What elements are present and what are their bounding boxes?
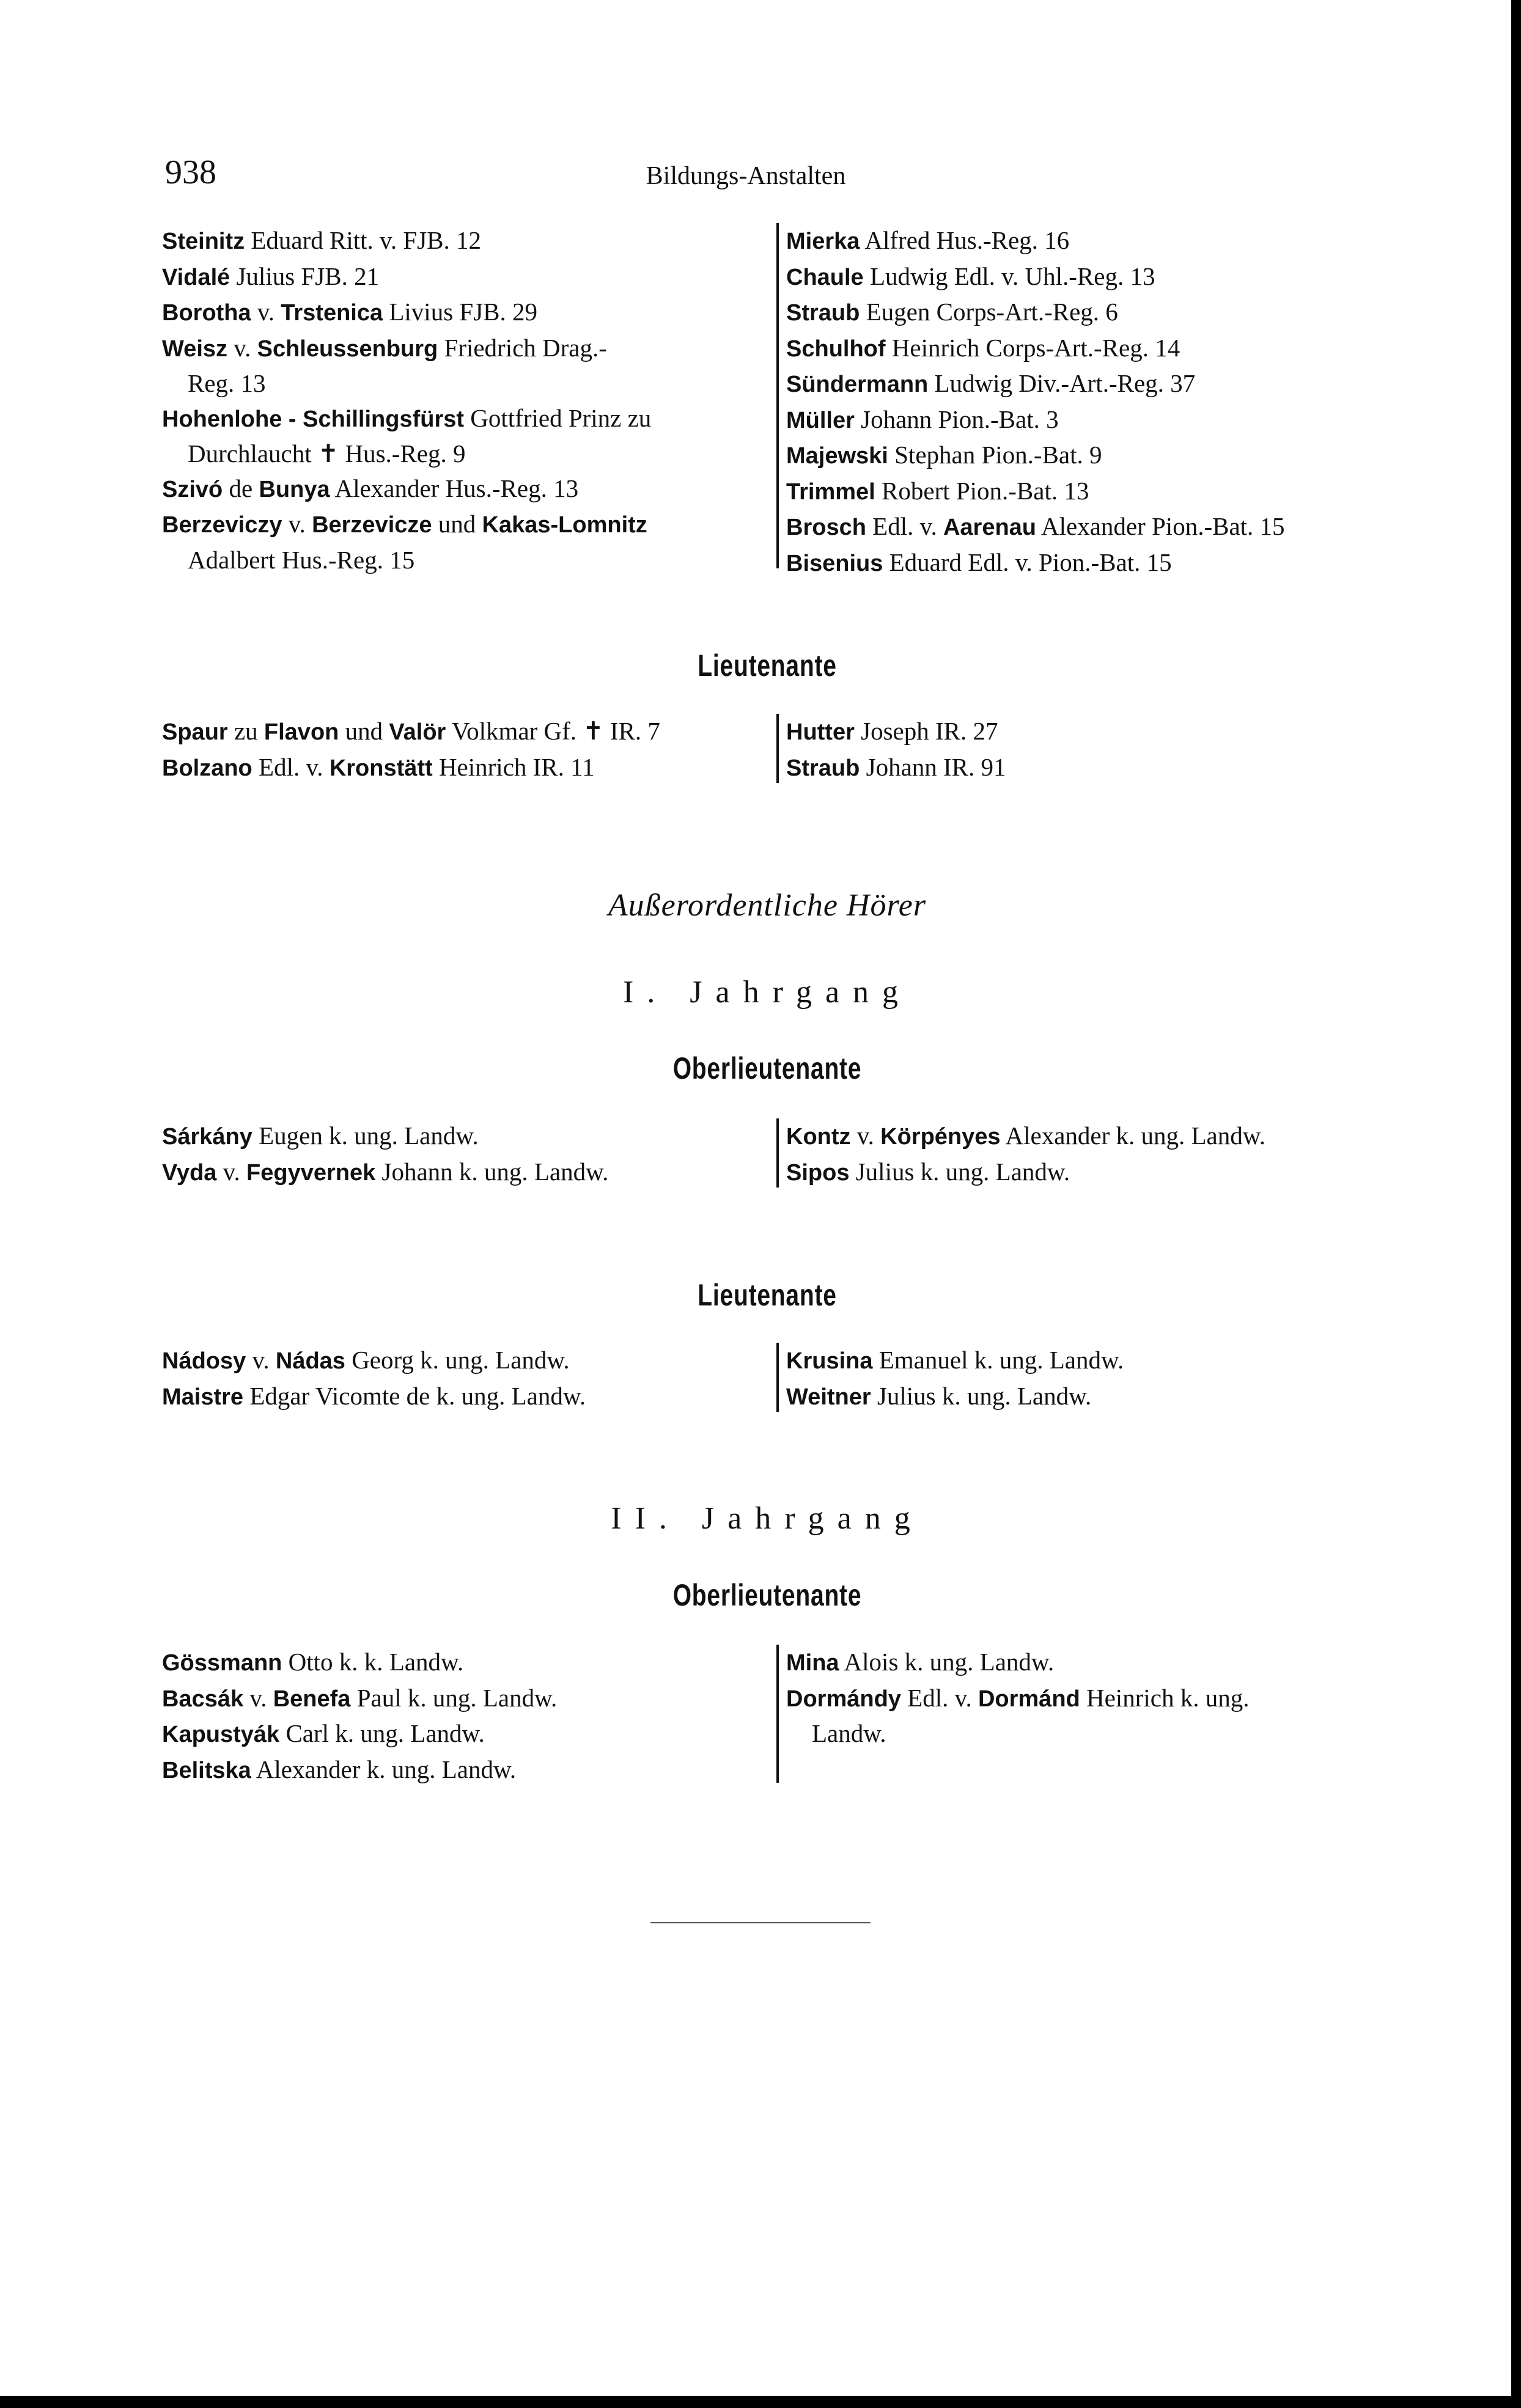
entry-text: Johann Pion.-Bat. 3: [854, 405, 1059, 433]
entry-surname: Trimmel: [786, 479, 875, 505]
entry-text: Eugen k. ung. Landw.: [252, 1121, 479, 1150]
entry-surname: Berzevicze: [312, 512, 432, 538]
year-heading: II. Jahrgang: [611, 1501, 924, 1536]
column-right: [776, 1343, 1382, 1412]
entry-text: Otto k. k. Landw.: [282, 1648, 464, 1676]
column-left: [162, 1645, 773, 1788]
list-item: [786, 474, 1382, 510]
entry-surname: Sündermann: [786, 372, 929, 397]
entry-text: Alexander k. ung. Landw.: [1000, 1121, 1265, 1150]
list-item: [162, 1379, 773, 1415]
page-number: 938: [165, 153, 216, 191]
list-item: [786, 331, 1382, 367]
entry-surname: Mierka: [786, 229, 860, 254]
entry-text: v.: [227, 333, 257, 362]
entry-text: Heinrich Corps-Art.-Reg. 14: [885, 333, 1180, 362]
entry-surname: Dormánd: [978, 1686, 1080, 1712]
entry-surname: Weitner: [786, 1384, 871, 1410]
list-item: [786, 438, 1382, 474]
entry-text: de: [223, 474, 259, 502]
section-heading: Oberlieutenante: [672, 1051, 862, 1085]
entry-text: Julius k. ung. Landw.: [849, 1157, 1070, 1186]
list-item: [162, 295, 773, 331]
entry-surname: Fegyvernek: [246, 1159, 376, 1186]
list-item: [162, 223, 773, 259]
entry-surname: Schulhof: [786, 336, 886, 362]
list-item: [786, 1379, 1382, 1415]
entry-text: Carl k. ung. Landw.: [279, 1719, 485, 1747]
entry-surname: Dormándy: [786, 1686, 901, 1712]
list-item: [162, 507, 773, 577]
column-right: [776, 1645, 1382, 1783]
list-item: [786, 259, 1382, 295]
entry-surname: Mina: [786, 1650, 839, 1676]
entry-surname: Hohenlohe - Schillingsfürst: [162, 406, 465, 432]
italic-heading: Außerordentliche Hörer: [608, 888, 927, 923]
column-left: [162, 1118, 773, 1190]
entry-text: Johann k. ung. Landw.: [375, 1157, 609, 1186]
entry-text: und: [339, 717, 389, 745]
entry-continuation: Landw.: [812, 1719, 886, 1747]
entry-surname: Kontz: [786, 1124, 851, 1150]
entry-text: Johann IR. 91: [860, 752, 1006, 781]
entry-text: v.: [216, 1157, 247, 1186]
list-item: [786, 223, 1382, 259]
entry-surname: Trstenica: [281, 300, 383, 326]
column-left: [162, 223, 773, 577]
entry-surname: Kakas-Lomnitz: [482, 512, 647, 538]
entry-text: Alexander Pion.-Bat. 15: [1036, 512, 1285, 540]
entry-surname: Sárkány: [162, 1124, 252, 1150]
entry-text: Alexander Hus.-Reg. 13: [330, 474, 579, 502]
entry-surname: Straub: [786, 755, 860, 781]
entry-surname: Majewski: [786, 443, 888, 469]
list-item: [786, 714, 1382, 750]
section-heading: Lieutenante: [698, 648, 837, 683]
entry-surname: Vidalé: [162, 264, 230, 290]
list-item: [162, 401, 773, 471]
entry-text: v.: [251, 298, 281, 326]
entry-surname: Schleussenburg: [257, 336, 438, 362]
entry-surname: Aarenau: [943, 515, 1037, 540]
column-left: [162, 714, 773, 785]
entry-text: Ludwig Edl. v. Uhl.-Reg. 13: [863, 262, 1155, 290]
section-heading: Oberlieutenante: [672, 1578, 862, 1612]
list-item: [786, 750, 1382, 786]
list-item: [162, 1716, 773, 1752]
entry-surname: Krusina: [786, 1348, 873, 1374]
entry-text: v.: [246, 1346, 276, 1374]
entry-surname: Berzeviczy: [162, 512, 282, 538]
list-item: [162, 1343, 773, 1379]
entry-text: v.: [243, 1683, 273, 1712]
entry-continuation: Adalbert Hus.-Reg. 15: [188, 545, 415, 574]
entry-text: und: [432, 510, 482, 538]
entry-text: Volkmar Gf. ✝ IR. 7: [446, 717, 660, 745]
entry-surname: Belitska: [162, 1757, 251, 1783]
entry-text: Eduard Ritt. v. FJB. 12: [245, 226, 481, 254]
entry-text: Edl. v.: [252, 752, 330, 781]
entry-surname: Borotha: [162, 300, 251, 326]
entry-text: Julius k. ung. Landw.: [871, 1381, 1092, 1410]
list-item: [786, 295, 1382, 331]
entry-text: Stephan Pion.-Bat. 9: [888, 441, 1102, 469]
entry-surname: Brosch: [786, 515, 866, 540]
list-item: [786, 545, 1382, 581]
entry-surname: Kronstätt: [329, 755, 433, 781]
list-item: [786, 402, 1382, 438]
entry-surname: Chaule: [786, 264, 864, 290]
entry-continuation: Reg. 13: [188, 369, 266, 397]
column-right: [776, 714, 1382, 783]
entry-text: Julius FJB. 21: [230, 262, 380, 290]
entry-surname: Bisenius: [786, 550, 883, 576]
list-item: [162, 1752, 773, 1788]
entry-surname: Sipos: [786, 1159, 850, 1186]
entry-surname: Vyda: [162, 1159, 217, 1186]
entry-surname: Bolzano: [162, 755, 252, 781]
column-right: [776, 223, 1382, 576]
entry-surname: Szivó: [162, 476, 223, 502]
entry-surname: Nádosy: [162, 1348, 246, 1374]
list-item: [162, 259, 773, 295]
entry-text: Edl. v.: [866, 512, 943, 540]
entry-text: Georg k. ung. Landw.: [345, 1346, 570, 1374]
entry-continuation: Durchlaucht ✝ Hus.-Reg. 9: [188, 439, 466, 468]
list-item: [786, 366, 1382, 402]
entry-surname: Gössmann: [162, 1650, 282, 1676]
list-item: [786, 1681, 1382, 1751]
entry-text: Gottfried Prinz zu: [464, 403, 652, 432]
list-item: [162, 1118, 773, 1154]
entry-text: Emanuel k. ung. Landw.: [872, 1346, 1124, 1374]
year-heading: I. Jahrgang: [622, 975, 912, 1010]
section-heading: Lieutenante: [698, 1278, 837, 1312]
entry-text: Heinrich IR. 11: [432, 752, 595, 781]
entry-surname: Spaur: [162, 719, 228, 745]
entry-surname: Hutter: [786, 719, 855, 745]
running-head: [165, 153, 1327, 196]
entry-surname: Körpényes: [880, 1124, 1001, 1150]
entry-text: Alexander k. ung. Landw.: [251, 1755, 517, 1783]
running-title: Bildungs-Anstalten: [646, 162, 846, 190]
entry-text: Livius FJB. 29: [383, 298, 538, 326]
entry-surname: Bacsák: [162, 1686, 244, 1712]
entry-surname: Valör: [389, 719, 446, 745]
list-item: [162, 750, 773, 786]
list-item: [162, 471, 773, 507]
entry-text: Friedrich Drag.-: [438, 333, 607, 362]
column-left: [162, 1343, 773, 1414]
list-item: [786, 1154, 1382, 1191]
entry-text: Edl. v.: [900, 1683, 978, 1712]
entry-surname: Flavon: [263, 719, 339, 745]
entry-text: Eduard Edl. v. Pion.-Bat. 15: [883, 548, 1172, 576]
entry-text: Paul k. ung. Landw.: [350, 1683, 558, 1712]
entry-text: Eugen Corps-Art.-Reg. 6: [860, 298, 1118, 326]
entry-surname: Bunya: [259, 476, 330, 502]
list-item: [786, 1118, 1382, 1154]
list-item: [162, 1154, 773, 1191]
entry-text: v.: [282, 510, 312, 538]
entry-surname: Nádas: [275, 1348, 345, 1374]
entry-surname: Benefa: [273, 1686, 351, 1712]
list-item: [786, 509, 1382, 545]
entry-text: Alfred Hus.-Reg. 16: [860, 226, 1070, 254]
entry-surname: Kapustyák: [162, 1722, 280, 1747]
list-item: [162, 1645, 773, 1681]
entry-text: Alois k. ung. Landw.: [839, 1648, 1055, 1676]
entry-text: Robert Pion.-Bat. 13: [875, 476, 1089, 505]
entry-text: Ludwig Div.-Art.-Reg. 37: [928, 369, 1196, 397]
footer-rule: [650, 1922, 871, 1923]
entry-surname: Steinitz: [162, 229, 245, 254]
list-item: [162, 1681, 773, 1717]
list-item: [786, 1645, 1382, 1681]
list-item: [162, 331, 773, 401]
entry-text: Edgar Vicomte de k. ung. Landw.: [243, 1381, 586, 1410]
entry-surname: Müller: [786, 407, 855, 433]
entry-text: Joseph IR. 27: [854, 717, 998, 745]
list-item: [786, 1343, 1382, 1379]
entry-text: Heinrich k. ung.: [1080, 1683, 1250, 1712]
entry-surname: Weisz: [162, 336, 228, 362]
entry-text: v.: [850, 1121, 881, 1150]
column-right: [776, 1118, 1382, 1187]
entry-surname: Straub: [786, 300, 860, 326]
entry-surname: Maistre: [162, 1384, 244, 1410]
entry-text: zu: [227, 717, 264, 745]
list-item: [162, 714, 773, 750]
